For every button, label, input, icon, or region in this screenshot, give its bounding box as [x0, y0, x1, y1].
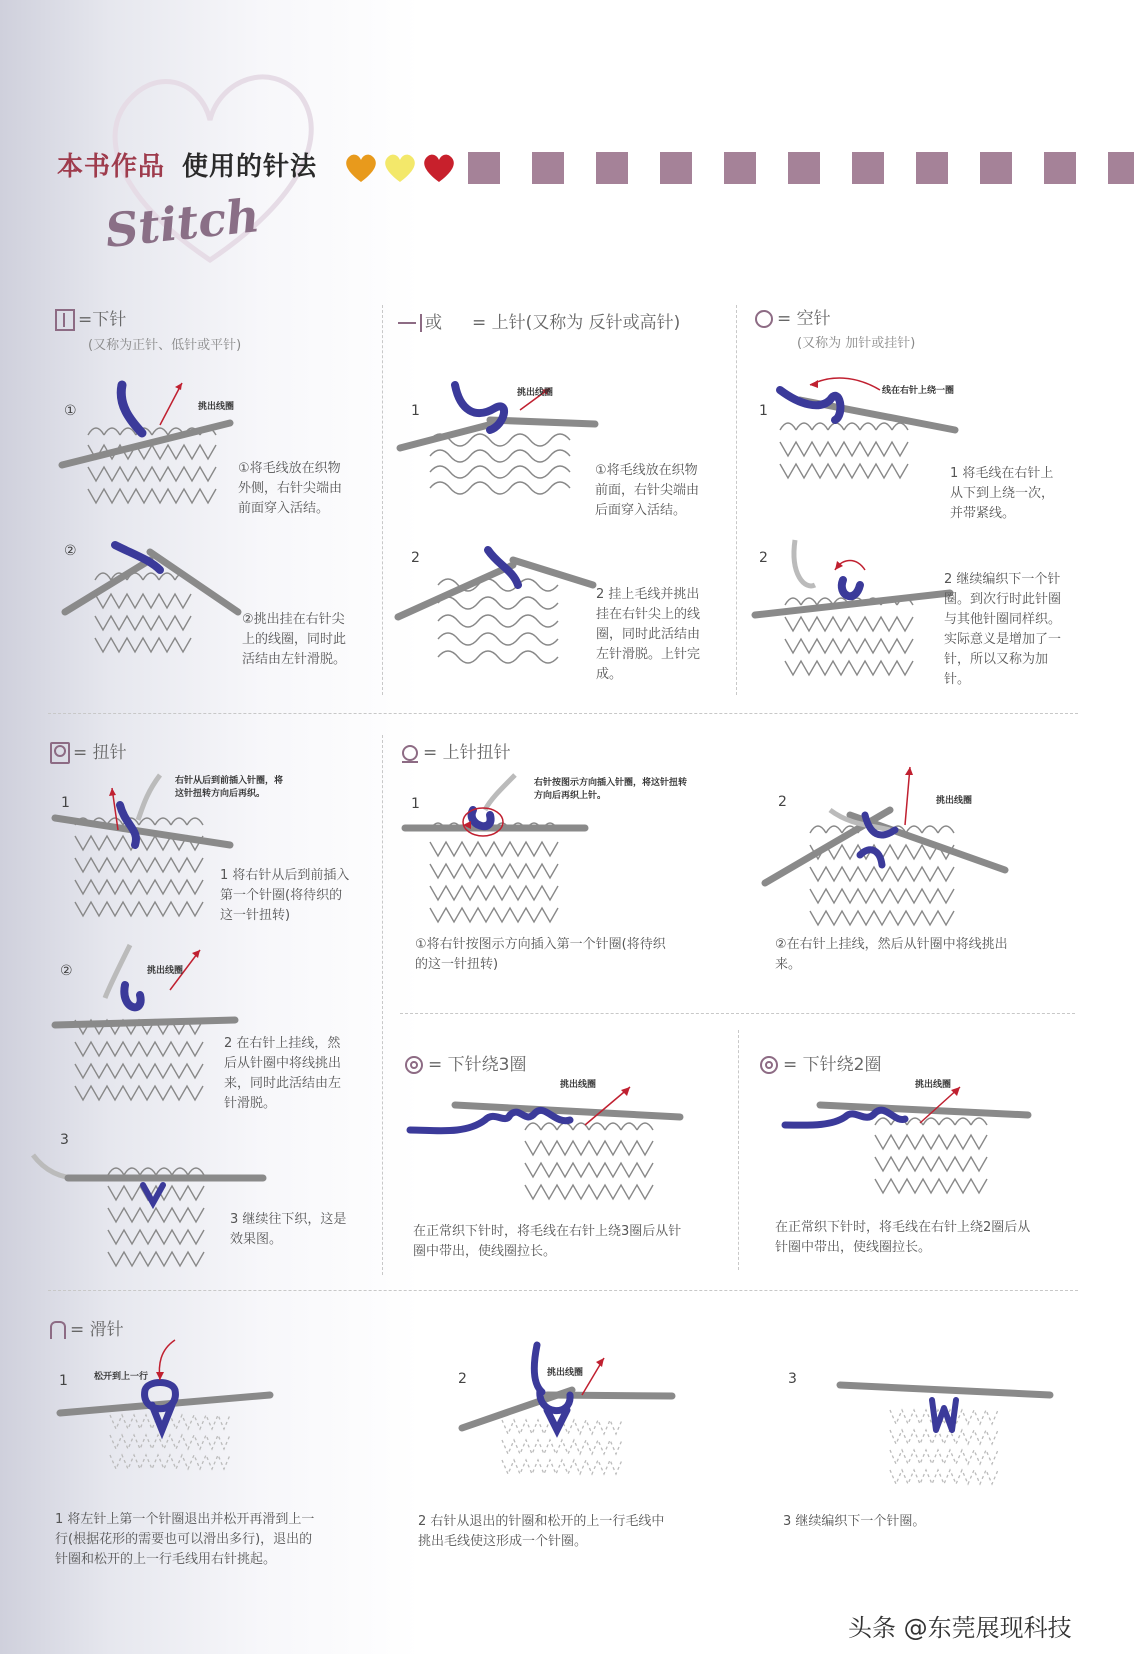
purl-twisted-step1-desc: ①将右针按图示方向插入第一个针圈(将待织 的这一针扭转): [415, 937, 666, 972]
purl-twisted-symbol-icon: [402, 745, 418, 761]
section-title-yarnover: [755, 304, 831, 329]
twisted-symbol-icon: [50, 742, 70, 764]
slip-step3-illustration: [840, 1375, 1060, 1495]
header-square: [788, 152, 820, 184]
purl-twisted-title-text: = 上针扭针: [423, 743, 511, 763]
step-number: 1: [59, 1373, 68, 1389]
step-number: 2: [458, 1371, 467, 1387]
slip-step1-illustration: [60, 1335, 280, 1490]
wrap3-label: 挑出线圈: [560, 1080, 597, 1090]
divider: [738, 1030, 739, 1270]
twisted-step3-desc: 3 继续往下织，这是 效果图。: [230, 1212, 347, 1247]
wrap3-title-text: = 下针绕3圈: [428, 1055, 527, 1075]
title-red: 本书作品: [57, 152, 166, 182]
step-number: 1: [411, 796, 420, 812]
wrap2-title-text: = 下针绕2圈: [783, 1055, 882, 1075]
purl-twisted-step2-label: 挑出线圈: [936, 796, 973, 806]
twisted-step2-label: 挑出线圈: [147, 966, 184, 976]
slip-step2-desc: 2 右针从退出的针圈和松开的上一行毛线中 挑出毛线使这形成一个针圈。: [418, 1514, 665, 1549]
divider: [382, 735, 383, 1275]
slip-step2-illustration: [462, 1340, 682, 1490]
twisted-step2-desc: 2 在右针上挂线，然 后从针圈中将线挑出 来，同时此活结由左 针滑脱。: [224, 1036, 342, 1111]
divider: [400, 1013, 1075, 1014]
divider: [48, 713, 1078, 714]
twisted-step1-label: 右针从后到前插入针圈，将 这针扭转方向后再织。: [175, 776, 284, 799]
slip-title-text: = 滑针: [70, 1320, 124, 1340]
wrap2-circles-icon: [760, 1056, 778, 1074]
step-number: 1: [759, 403, 768, 419]
knit-step1-desc: ①将毛线放在织物 外侧，右针尖端由 前面穿入活结。: [238, 461, 343, 516]
step-number: 3: [788, 1371, 797, 1387]
step-number: 2: [778, 794, 787, 810]
purl-twisted-step2-desc: ②在右针上挂线，然后从针圈中将线挑出 来。: [775, 937, 1008, 972]
knit-step1-illustration: [60, 375, 240, 525]
header-square: [532, 152, 564, 184]
divider: [48, 1290, 1078, 1291]
knit-step2-desc: ②挑出挂在右针尖 上的线圈，同时此 活结由左针滑脱。: [242, 612, 347, 667]
header-square: [596, 152, 628, 184]
knit-symbol-icon: [55, 309, 75, 331]
step-number: 2: [759, 550, 768, 566]
yarnover-step1-desc: 1 将毛线在右针上 从下到上绕一次， 并带紧线。: [950, 466, 1055, 521]
step-number: 3: [60, 1132, 69, 1148]
purl-step2-desc: 2 挂上毛线并挑出 挂在右针尖上的线 圈，同时此活结由 左针滑脱。上针完 成。: [596, 587, 701, 682]
wrap3-circles-icon: [405, 1056, 423, 1074]
slip-step1-label: 松开到上一行: [94, 1372, 149, 1382]
step-number: ①: [64, 403, 77, 419]
step-number: 1: [411, 403, 420, 419]
header-square: [724, 152, 756, 184]
purl-step2-illustration: [398, 545, 598, 675]
yarnover-step2-illustration: [755, 535, 955, 685]
twisted-step2-illustration: [50, 940, 240, 1110]
wrap2-desc: 在正常织下针时，将毛线在右针上绕2圈后从 针圈中带出，使线圈拉长。: [775, 1220, 1031, 1255]
section-title-purl-twisted: [402, 738, 511, 763]
heart-yellow-icon: [383, 153, 417, 183]
wrap3-illustration: [405, 1075, 705, 1215]
knit-step1-label: 挑出线圈: [198, 402, 235, 412]
header-square: [1108, 152, 1134, 184]
heart-red-icon: [422, 153, 456, 183]
knit-title-text: =下针: [78, 310, 127, 330]
yarnover-step1-label: 线在右针上绕一圈: [882, 386, 955, 396]
purl-step1-desc: ①将毛线放在织物 前面，右针尖端由 后面穿入活结。: [595, 463, 700, 518]
purl-or-symbol-icon: [420, 314, 423, 332]
header-square: [916, 152, 948, 184]
header-square: [468, 152, 500, 184]
section-title-twisted: [50, 738, 127, 764]
step-number: ②: [60, 963, 73, 979]
yarnover-circle-icon: [755, 310, 773, 328]
header-square: [980, 152, 1012, 184]
purl-title-text: = 上针(又称为 反针或高针): [472, 313, 681, 333]
divider: [382, 305, 383, 695]
slip-step3-desc: 3 继续编织下一个针圈。: [783, 1514, 926, 1529]
section-title-wrap2: [760, 1050, 881, 1075]
yarnover-title-text: = 空针: [777, 309, 831, 329]
step-number: 2: [411, 550, 420, 566]
knit-step2-illustration: [60, 540, 240, 670]
header-square: [660, 152, 692, 184]
step-number: 1: [61, 795, 70, 811]
section-title-wrap3: [405, 1050, 526, 1075]
watermark-text: 头条 @东莞展现科技: [848, 1614, 1072, 1642]
section-title-knit: [55, 305, 126, 331]
purl-dash-symbol-icon: [398, 322, 416, 324]
twisted-title-text: = 扭针: [73, 743, 127, 763]
slip-step2-label: 挑出线圈: [547, 1368, 584, 1378]
purl-step1-illustration: [400, 380, 600, 520]
stitch-script-word: Stitch: [102, 188, 263, 258]
header-square: [1044, 152, 1076, 184]
twisted-step1-desc: 1 将右针从后到前插入 第一个针圈(将待织的 这一针扭转): [220, 868, 350, 923]
title-dark: 使用的针法: [182, 152, 318, 182]
slip-step1-desc: 1 将左针上第一个针圈退出并松开再滑到上一 行(根据花形的需要也可以滑出多行)，退出的 针圈和松开的上一行毛线用右针挑起。: [55, 1512, 315, 1567]
header-square: [852, 152, 884, 184]
wrap2-label: 挑出线圈: [915, 1080, 952, 1090]
yarnover-step2-desc: 2 继续编织下一个针 圈。到次行时此针圈 与其他针圈同样织。 实际意义是增加了一 针，所以又称为加 针。: [944, 572, 1062, 687]
purl-twisted-step2-illustration: [760, 755, 1010, 935]
step-number: ②: [64, 543, 77, 559]
section-title-purl: [398, 308, 680, 333]
purl-twisted-step1-label: 右针按图示方向插入针圈，将这针扭转 方向后再织上针。: [534, 778, 688, 801]
yarnover-subtitle: (又称为 加针或挂针): [797, 336, 916, 351]
wrap3-desc: 在正常织下针时，将毛线在右针上绕3圈后从针 圈中带出，使线圈拉长。: [413, 1224, 682, 1259]
wrap2-illustration: [780, 1075, 1040, 1205]
divider: [736, 305, 737, 695]
heart-orange-icon: [344, 153, 378, 183]
knit-subtitle: (又称为正针、低针或平针): [88, 338, 242, 353]
purl-step1-label: 挑出线圈: [517, 388, 554, 398]
purl-or-text: 或: [425, 313, 442, 333]
